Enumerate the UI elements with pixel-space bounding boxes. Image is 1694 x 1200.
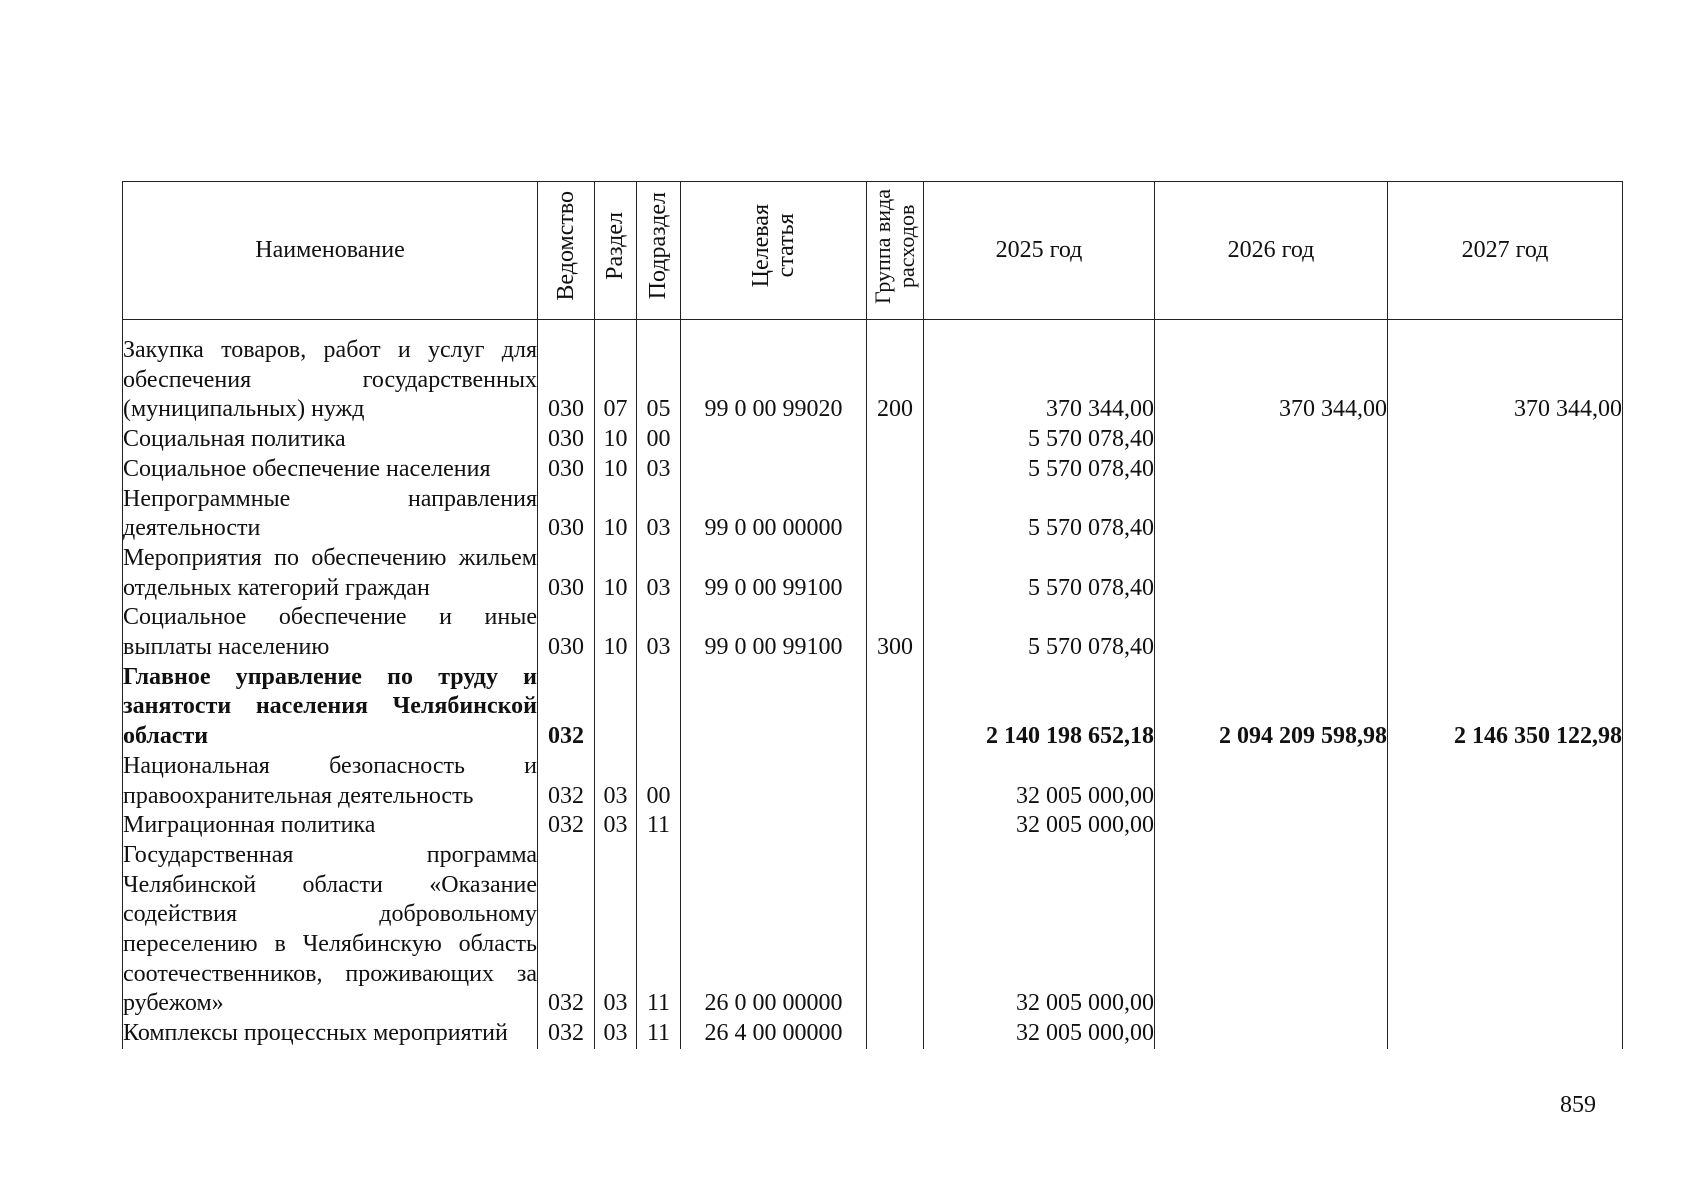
row-name: Социальная политика xyxy=(123,425,538,455)
row-celevaya-statya: 99 0 00 99100 xyxy=(681,544,867,603)
row-amount-2026 xyxy=(1155,455,1388,485)
table-row xyxy=(123,663,1623,752)
row-vedomstvo: 032 xyxy=(538,811,595,841)
row-name: Непрограммные направления деятельности xyxy=(123,485,538,544)
row-vedomstvo: 030 xyxy=(538,455,595,485)
row-vedomstvo: 032 xyxy=(538,1019,595,1049)
row-razdel: 10 xyxy=(595,455,637,485)
header-name: Наименование xyxy=(123,182,538,320)
row-vedomstvo: 032 xyxy=(538,841,595,1019)
header-vedomstvo: Ведомство xyxy=(538,182,595,320)
row-amount-2027 xyxy=(1388,425,1623,455)
row-gruppa xyxy=(867,811,924,841)
header-celevaya-statya: Целевая статья xyxy=(681,182,867,320)
row-amount-2027 xyxy=(1388,485,1623,544)
row-vedomstvo: 030 xyxy=(538,485,595,544)
row-amount-2027 xyxy=(1388,752,1623,811)
row-amount-2026 xyxy=(1155,752,1388,811)
header-podrazdel: Подраздел xyxy=(637,182,681,320)
row-celevaya-statya xyxy=(681,752,867,811)
row-gruppa xyxy=(867,1019,924,1049)
row-celevaya-statya: 26 0 00 00000 xyxy=(681,841,867,1019)
header-year-2025: 2025 год xyxy=(924,182,1155,320)
row-celevaya-statya xyxy=(681,663,867,752)
row-amount-2026 xyxy=(1155,544,1388,603)
row-vedomstvo: 032 xyxy=(538,663,595,752)
row-amount-2025: 5 570 078,40 xyxy=(924,425,1155,455)
row-razdel xyxy=(595,663,637,752)
row-amount-2025: 5 570 078,40 xyxy=(924,544,1155,603)
row-celevaya-statya: 26 4 00 00000 xyxy=(681,1019,867,1049)
row-amount-2026 xyxy=(1155,485,1388,544)
table-row xyxy=(123,603,1623,662)
row-razdel: 03 xyxy=(595,752,637,811)
table-row xyxy=(123,811,1623,841)
row-name: Национальная безопасность и правоохранительная деятельность xyxy=(123,752,538,811)
row-amount-2025: 5 570 078,40 xyxy=(924,455,1155,485)
row-amount-2027 xyxy=(1388,811,1623,841)
header-gruppa-vida-rashodov: Группа вида расходов xyxy=(867,182,924,320)
row-vedomstvo: 030 xyxy=(538,425,595,455)
row-amount-2026 xyxy=(1155,1019,1388,1049)
row-podrazdel: 11 xyxy=(637,1019,681,1049)
row-name: Государственная программа Челябинской области «Оказание содействия добровольному переселению в Челябинскую область соотечественников, проживающих за рубежом» xyxy=(123,841,538,1019)
table-row xyxy=(123,752,1623,811)
row-amount-2025: 32 005 000,00 xyxy=(924,1019,1155,1049)
row-podrazdel: 03 xyxy=(637,544,681,603)
row-amount-2026: 370 344,00 xyxy=(1155,336,1388,425)
row-amount-2027 xyxy=(1388,841,1623,1019)
row-podrazdel: 11 xyxy=(637,811,681,841)
row-podrazdel: 00 xyxy=(637,425,681,455)
table-row xyxy=(123,485,1623,544)
row-razdel: 07 xyxy=(595,336,637,425)
row-amount-2027 xyxy=(1388,603,1623,662)
row-name: Главное управление по труду и занятости населения Челябинской области xyxy=(123,663,538,752)
row-celevaya-statya xyxy=(681,455,867,485)
row-amount-2026 xyxy=(1155,425,1388,455)
row-celevaya-statya xyxy=(681,811,867,841)
row-amount-2027 xyxy=(1388,1019,1623,1049)
row-vedomstvo: 030 xyxy=(538,603,595,662)
row-amount-2027 xyxy=(1388,455,1623,485)
header-year-2026: 2026 год xyxy=(1155,182,1388,320)
row-amount-2025: 370 344,00 xyxy=(924,336,1155,425)
table-row xyxy=(123,841,1623,1019)
row-podrazdel: 03 xyxy=(637,485,681,544)
row-gruppa: 200 xyxy=(867,336,924,425)
row-vedomstvo: 032 xyxy=(538,752,595,811)
row-razdel: 10 xyxy=(595,603,637,662)
row-razdel: 03 xyxy=(595,811,637,841)
table-row xyxy=(123,1019,1623,1049)
header-row xyxy=(123,182,1623,320)
row-amount-2027: 2 146 350 122,98 xyxy=(1388,663,1623,752)
header-year-2027: 2027 год xyxy=(1388,182,1623,320)
row-amount-2025: 2 140 198 652,18 xyxy=(924,663,1155,752)
row-name: Мероприятия по обеспечению жильем отдельных категорий граждан xyxy=(123,544,538,603)
row-podrazdel: 05 xyxy=(637,336,681,425)
row-podrazdel: 00 xyxy=(637,752,681,811)
row-amount-2027: 370 344,00 xyxy=(1388,336,1623,425)
row-amount-2027 xyxy=(1388,544,1623,603)
row-gruppa xyxy=(867,663,924,752)
table-row xyxy=(123,336,1623,425)
row-razdel: 10 xyxy=(595,485,637,544)
row-amount-2025: 5 570 078,40 xyxy=(924,485,1155,544)
table-row xyxy=(123,544,1623,603)
row-name: Комплексы процессных мероприятий xyxy=(123,1019,538,1049)
row-podrazdel: 03 xyxy=(637,603,681,662)
page-number: 859 xyxy=(1560,1092,1596,1118)
table-row xyxy=(123,425,1623,455)
row-amount-2026 xyxy=(1155,811,1388,841)
row-celevaya-statya: 99 0 00 00000 xyxy=(681,485,867,544)
table-row xyxy=(123,455,1623,485)
row-razdel: 03 xyxy=(595,1019,637,1049)
budget-table xyxy=(122,181,1623,1049)
row-amount-2026: 2 094 209 598,98 xyxy=(1155,663,1388,752)
row-amount-2025: 32 005 000,00 xyxy=(924,841,1155,1019)
row-gruppa xyxy=(867,485,924,544)
row-name: Миграционная политика xyxy=(123,811,538,841)
row-gruppa xyxy=(867,544,924,603)
row-amount-2025: 32 005 000,00 xyxy=(924,752,1155,811)
row-amount-2026 xyxy=(1155,603,1388,662)
header-razdel: Раздел xyxy=(595,182,637,320)
row-podrazdel: 03 xyxy=(637,455,681,485)
row-amount-2025: 5 570 078,40 xyxy=(924,603,1155,662)
row-gruppa xyxy=(867,455,924,485)
row-gruppa xyxy=(867,425,924,455)
row-amount-2025: 32 005 000,00 xyxy=(924,811,1155,841)
row-podrazdel: 11 xyxy=(637,841,681,1019)
row-razdel: 10 xyxy=(595,544,637,603)
row-gruppa: 300 xyxy=(867,603,924,662)
row-vedomstvo: 030 xyxy=(538,544,595,603)
row-name: Социальное обеспечение и иные выплаты населению xyxy=(123,603,538,662)
row-celevaya-statya: 99 0 00 99020 xyxy=(681,336,867,425)
row-razdel: 03 xyxy=(595,841,637,1019)
spacer-row xyxy=(123,320,1623,337)
row-amount-2026 xyxy=(1155,841,1388,1019)
row-celevaya-statya: 99 0 00 99100 xyxy=(681,603,867,662)
row-razdel: 10 xyxy=(595,425,637,455)
row-gruppa xyxy=(867,752,924,811)
row-name: Закупка товаров, работ и услуг для обеспечения государственных (муниципальных) нужд xyxy=(123,336,538,425)
row-celevaya-statya xyxy=(681,425,867,455)
row-podrazdel xyxy=(637,663,681,752)
row-vedomstvo: 030 xyxy=(538,336,595,425)
row-gruppa xyxy=(867,841,924,1019)
row-name: Социальное обеспечение населения xyxy=(123,455,538,485)
